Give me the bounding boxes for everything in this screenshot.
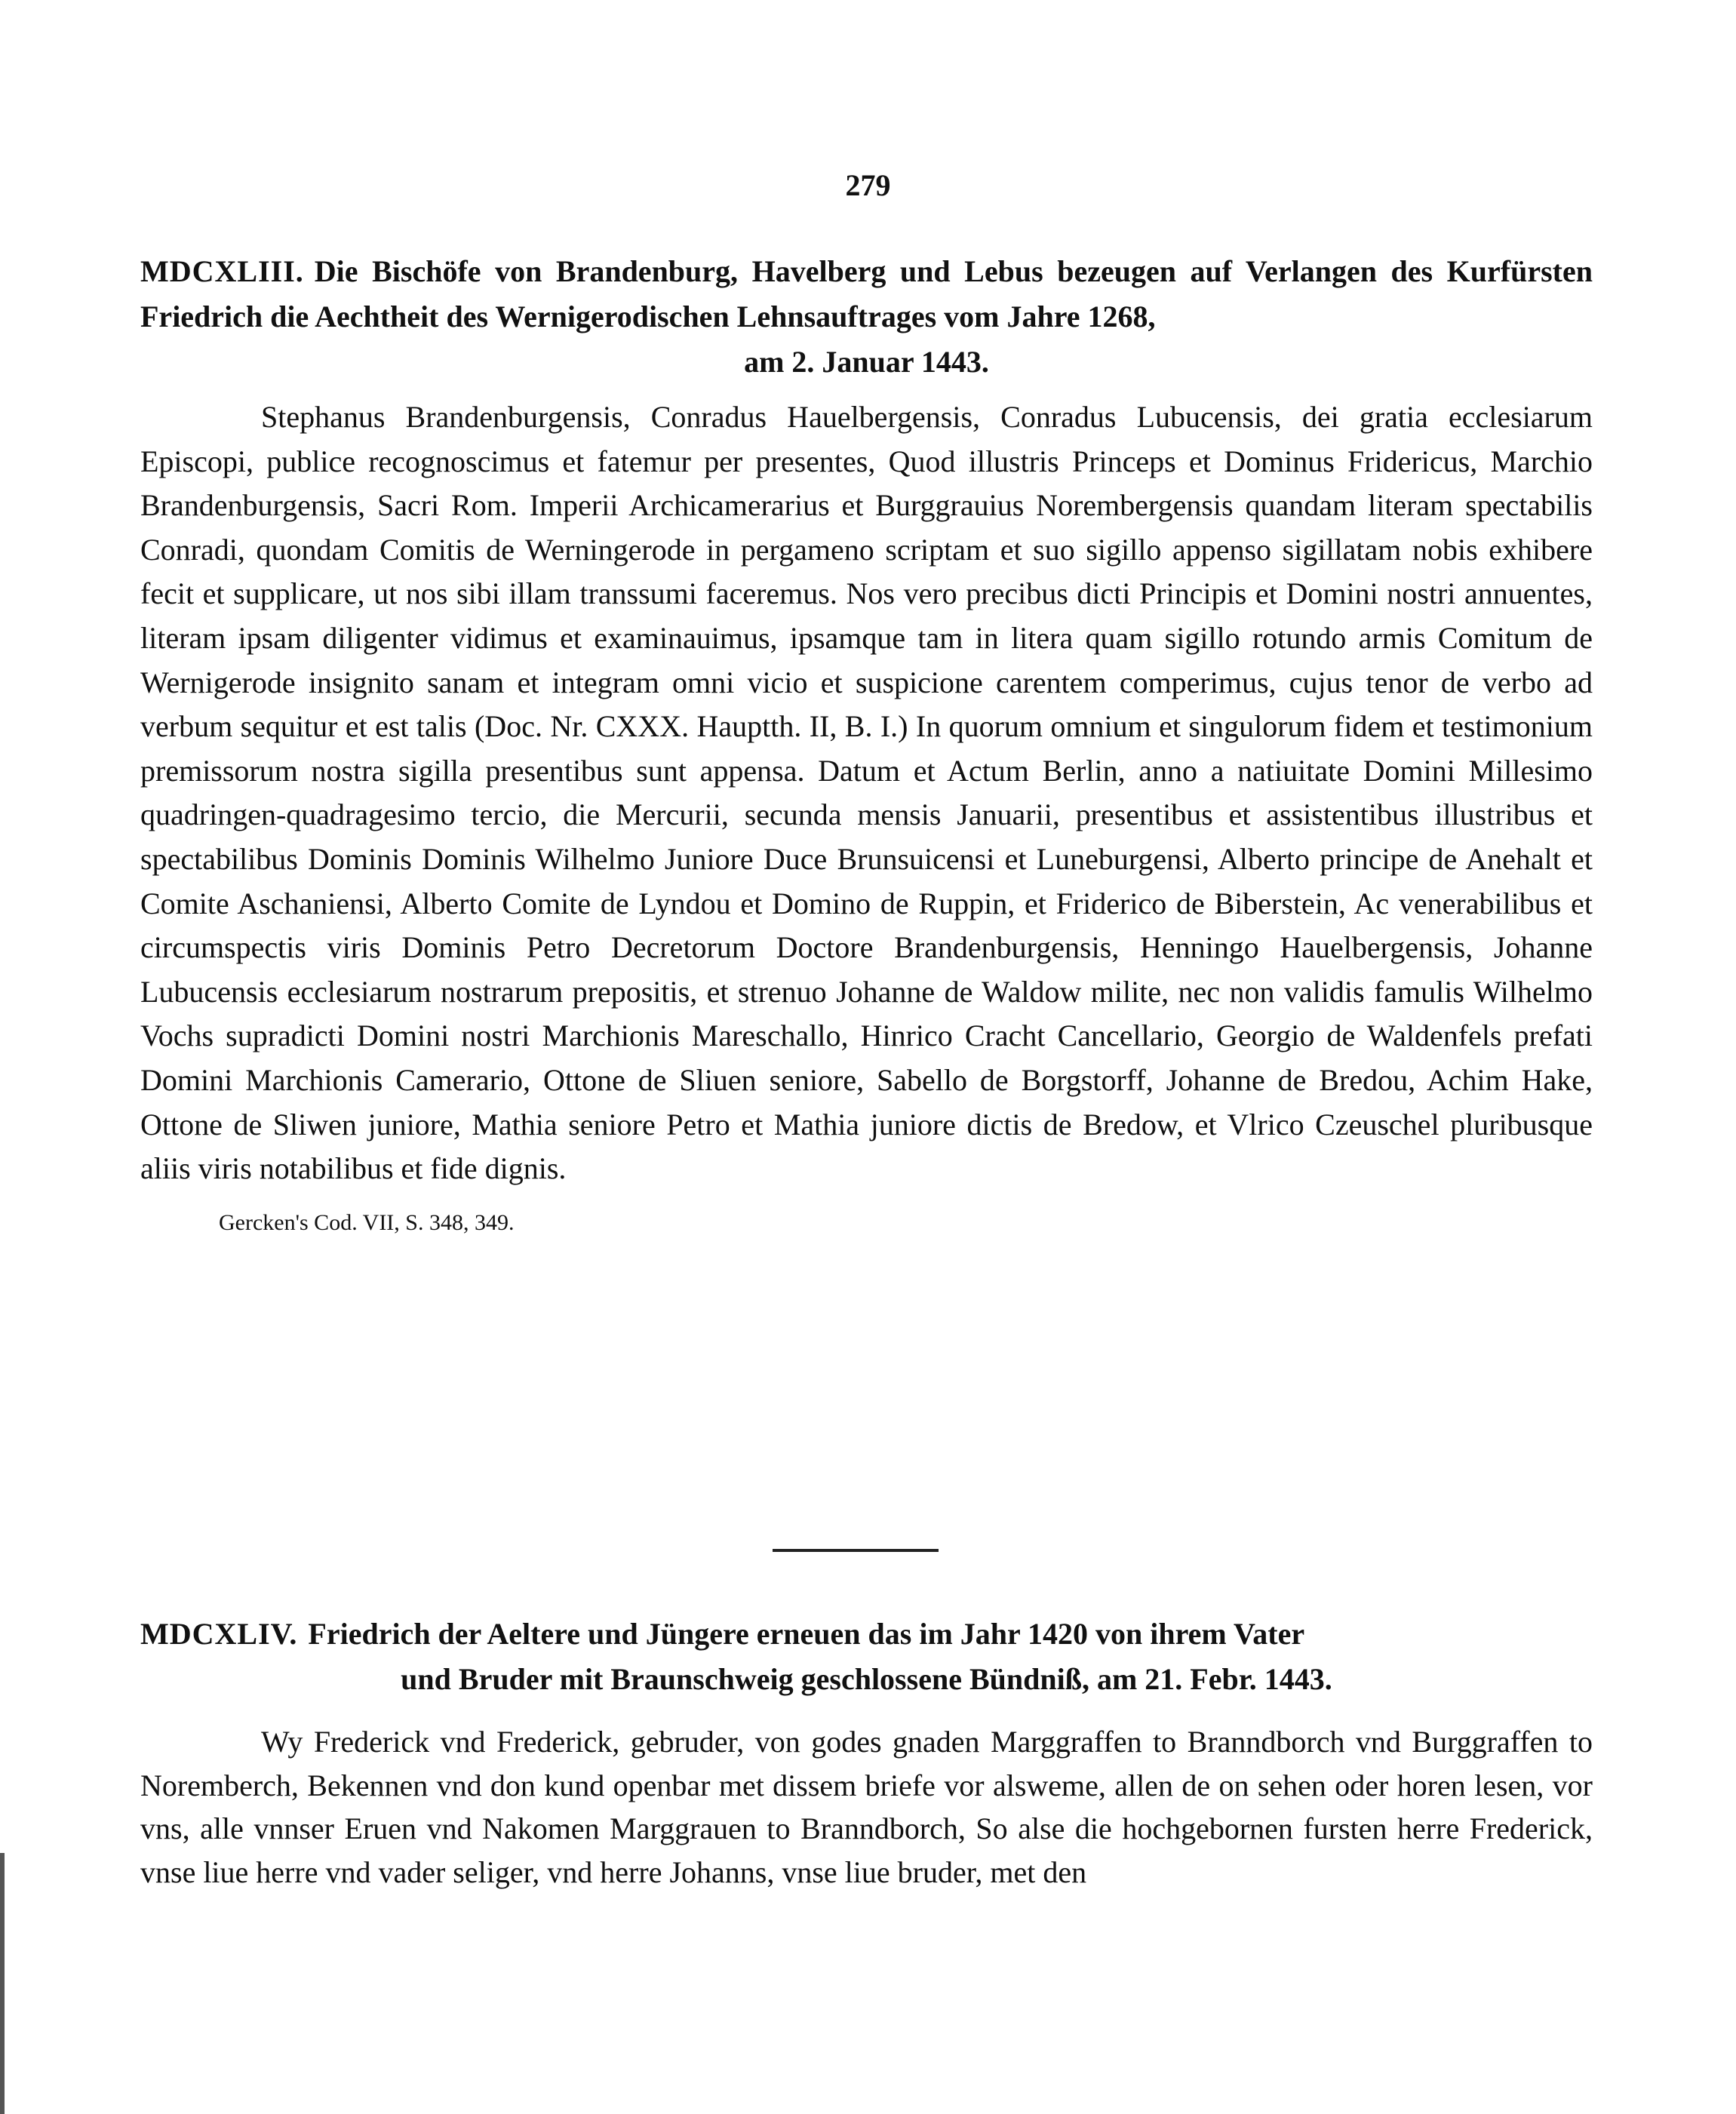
entry-heading: [140, 249, 1593, 385]
document-entry-1643: [140, 249, 1593, 1238]
entry-body-text: Wy Frederick vnd Frederick, gebruder, von godes gnaden Marggraffen to Branndborch vnd Burggraffen to Noremberch, Bekennen vnd don kund openbar met dissem briefe vor alsweme, allen de on sehen oder horen lesen, vor vns, alle vnnser Eruen vnd Nakomen Marggrauen to Branndborch, So alse die hochgebornen fursten herre Frederick, vnse liue herre vnd vader seliger, vnd herre Johanns, vnse liue bruder, met den: [140, 1725, 1593, 1889]
entry-heading: [140, 1612, 1593, 1702]
entry-date: am 2. Januar 1443.: [744, 345, 989, 379]
entry-title: Die Bischöfe von Brandenburg, Havelberg und Lebus bezeugen auf Verlangen des Kurfürsten Friedrich die Aechtheit des Wernigerodischen Lehnsauftrages vom Jahre 1268,: [140, 254, 1593, 333]
entry-number: MDCXLIV.: [140, 1617, 298, 1651]
binding-edge-shadow: [0, 1853, 35, 2114]
entry-title: Friedrich der Aeltere und Jüngere erneuen das im Jahr 1420 von ihrem Vater: [308, 1617, 1305, 1651]
document-entry-1644: [140, 1612, 1593, 1894]
entry-number: MDCXLIII.: [140, 254, 304, 288]
entry-body-text: Stephanus Brandenburgensis, Conradus Hauelbergensis, Conradus Lubucensis, dei gratia ecclesiarum Episcopi, publice recognoscimus et fatemur per presentes, Quod illustris Princeps et Dominus Fridericus, Marchio Brandenburgensis, Sacri Rom. Imperii Archicamerarius et Burggrauius Norembergensis quandam literam spectabilis Conradi, quondam Comitis de Werningerode in pergameno scriptam et suo sigillo appenso sigillatam nobis exhibere fecit et supplicare, ut nos sibi illam transsumi faceremus. Nos vero precibus dicti Principis et Domini nostri annuentes, literam ipsam diligenter vidimus et examinauimus, ipsamque tam in litera quam sigillo rotundo armis Comitum de Wernigerode insignito sanam et integram omni vicio et suspicione carentem comperimus, cujus tenor de verbo ad verbum sequitur et est talis (Doc. Nr. CXXX. Hauptth. II, B. I.) In quorum omnium et singulorum fidem et testimonium premissorum nostra sigilla presentibus sunt appensa. Datum et Actum Berlin, anno a natiuitate Domini Millesimo quadringen-quadragesimo tercio, die Mercurii, secunda mensis Januarii, presentibus et assistentibus illustribus et spectabilibus Dominis Dominis Wilhelmo Juniore Duce Brunsuicensi et Luneburgensi, Alberto principe de Anehalt et Comite Aschaniensi, Alberto Comite de Lyndou et Domino de Ruppin, et Friderico de Biberstein, Ac venerabilibus et circumspectis viris Dominis Petro Decretorum Doctore Brandenburgensis, Henningo Hauelbergensis, Johanne Lubucensis ecclesiarum nostrarum prepositis, et strenuo Johanne de Waldow milite, nec non validis famulis Wilhelmo Vochs supradicti Domini nostri Marchionis Mareschallo, Hinrico Cracht Cancellario, Georgio de Waldenfels prefati Domini Marchionis Camerario, Ottone de Sliuen seniore, Sabello de Borgstorff, Johanne de Bredou, Achim Hake, Ottone de Sliwen juniore, Mathia seniore Petro et Mathia juniore dictis de Bredow, et Vlrico Czeuschel pluribusque aliis viris notabilibus et fide dignis.: [140, 400, 1593, 1186]
section-divider: [773, 1549, 939, 1552]
entry-date: und Bruder mit Braunschweig geschlossene Bündniß, am 21. Febr. 1443.: [401, 1662, 1332, 1696]
entry-source-citation: Gercken's Cod. VII, S. 348, 349.: [219, 1209, 515, 1235]
page-number: 279: [845, 168, 891, 202]
